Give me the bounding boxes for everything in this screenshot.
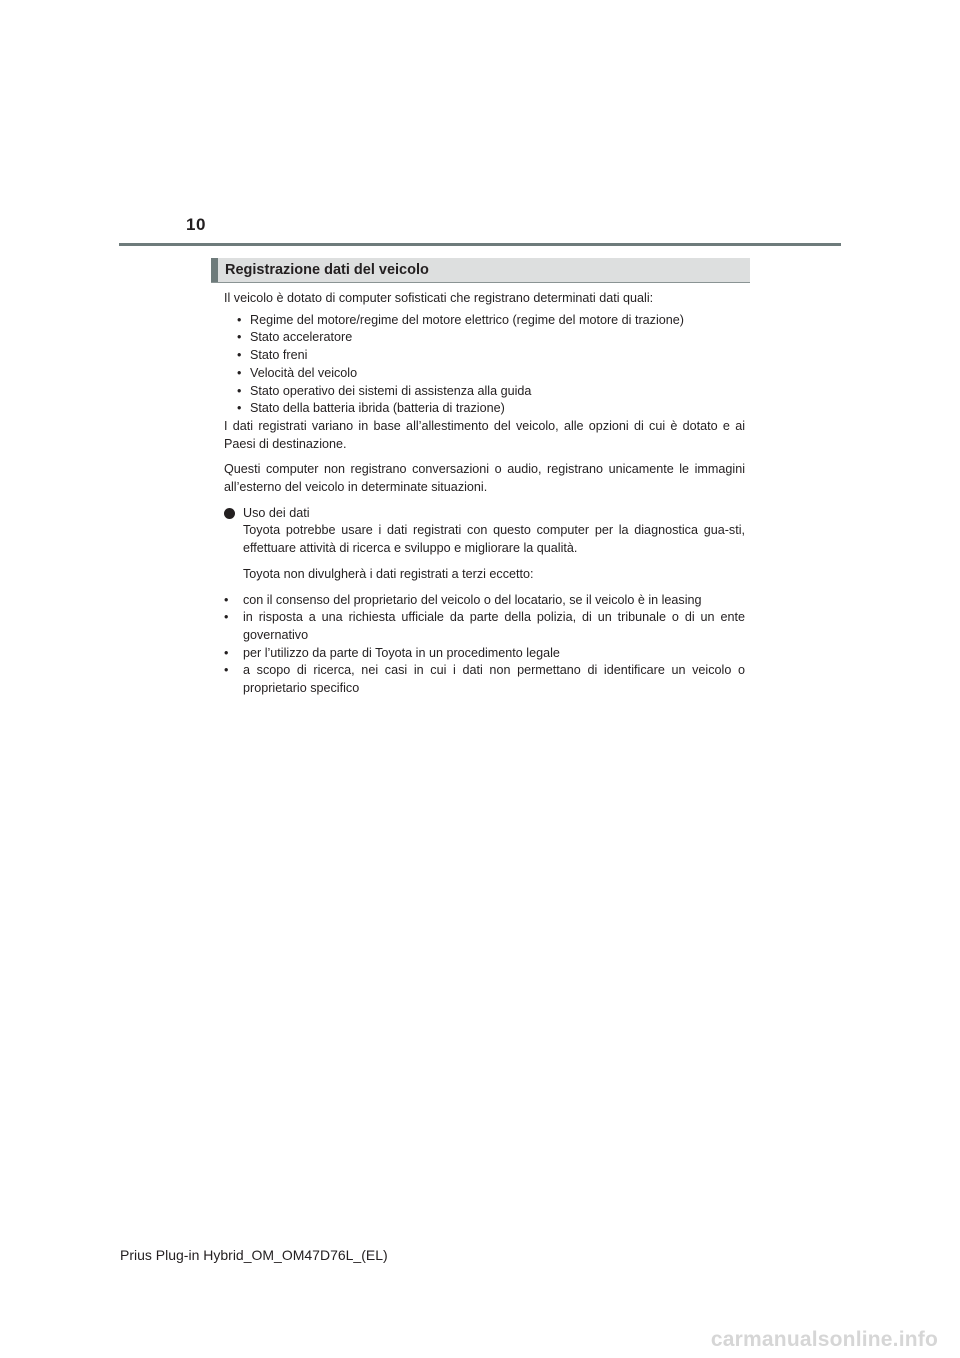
variation-paragraph: I dati registrati variano in base all’allestimento del veicolo, alle opzioni di cui è dotato e ai Paesi di destinazione.	[224, 418, 745, 451]
bullet-icon: •	[237, 312, 242, 327]
list-item: • Stato della batteria ibrida (batteria di trazione)	[224, 400, 745, 418]
list-item: • Stato operativo dei sistemi di assistenza alla guida	[224, 383, 745, 401]
list-item: • Velocità del veicolo	[224, 365, 745, 383]
recorded-data-list	[224, 312, 745, 418]
list-item: • con il consenso del proprietario del veicolo o del locatario, se il veicolo è in leasing	[224, 592, 745, 610]
disclosure-exceptions-list	[224, 592, 745, 698]
top-rule	[119, 243, 841, 246]
audio-paragraph: Questi computer non registrano conversazioni o audio, registrano unicamente le immagini all’esterno del veicolo in determinate situazioni.	[224, 462, 745, 495]
content	[224, 290, 745, 698]
bullet-icon: •	[237, 365, 242, 380]
subsection-title: Uso dei dati	[243, 505, 310, 520]
footer-text: Prius Plug-in Hybrid_OM_OM47D76L_(EL)	[120, 1247, 388, 1263]
bullet-icon: •	[224, 610, 229, 625]
list-item: • Stato acceleratore	[224, 329, 745, 347]
bullet-icon: •	[237, 330, 242, 345]
data-usage-subsection	[224, 505, 745, 698]
filled-circle-icon	[224, 508, 235, 519]
section-header-bar	[211, 258, 218, 282]
intro-paragraph: Il veicolo è dotato di computer sofisticati che registrano determinati dati quali:	[224, 291, 654, 305]
list-item: • Stato freni	[224, 347, 745, 365]
usage-paragraph: Toyota potrebbe usare i dati registrati con questo computer per la diagnostica gua-sti, effettuare attività di ricerca e sviluppo e migliorare la qualità.	[243, 523, 745, 556]
bullet-icon: •	[224, 645, 229, 660]
subsection-body	[224, 522, 745, 583]
disclosure-paragraph: Toyota non divulgherà i dati registrati a terzi eccetto:	[243, 566, 534, 581]
section-header	[211, 258, 750, 283]
bullet-icon: •	[237, 383, 242, 398]
bullet-icon: •	[237, 348, 242, 363]
bullet-icon: •	[237, 401, 242, 416]
watermark: carmanualsonline.info	[710, 1328, 938, 1351]
list-item: • per l’utilizzo da parte di Toyota in un procedimento legale	[224, 645, 745, 663]
page-number: 10	[186, 215, 206, 234]
list-item: • Regime del motore/regime del motore elettrico (regime del motore di trazione)	[224, 312, 745, 330]
bullet-icon: •	[224, 663, 229, 678]
bullet-icon: •	[224, 592, 229, 607]
section-title: Registrazione dati del veicolo	[225, 262, 429, 278]
list-item: • a scopo di ricerca, nei casi in cui i dati non permettano di identificare un veicolo o proprietario specifico	[224, 663, 745, 696]
list-item: • in risposta a una richiesta ufficiale da parte della polizia, di un tribunale o di un ente governativo	[224, 610, 745, 642]
